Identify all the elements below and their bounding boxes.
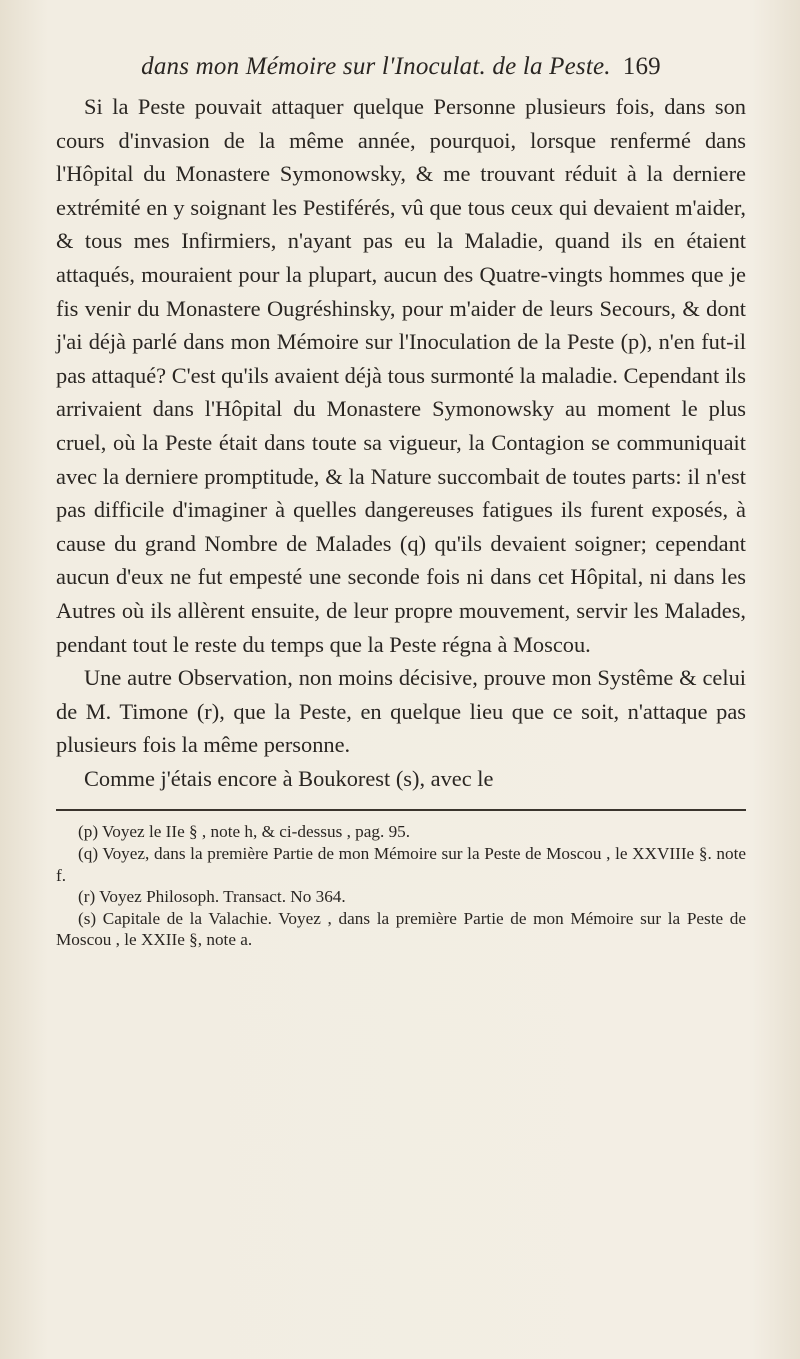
footnote-s: (s) Capitale de la Valachie. Voyez , dans la première Partie de mon Mémoire sur la Peste de Moscou , le XXIIe §, note a. bbox=[56, 908, 746, 950]
footnote-divider bbox=[56, 809, 746, 811]
footnote-p: (p) Voyez le IIe § , note h, & ci-dessus , pag. 95. bbox=[78, 822, 411, 842]
paragraph-2: Une autre Observation, non moins décisive, prouve mon Systême & celui de M. Timone (r), que la Peste, en quelque lieu que ce soit, n'attaque pas plusieurs fois la même personne. bbox=[56, 665, 746, 758]
footnote-r: (r) Voyez Philosoph. Transact. No 364. bbox=[78, 887, 346, 907]
running-head-title: dans mon Mémoire sur l'Inoculat. de la Peste. bbox=[141, 53, 611, 80]
footnotes bbox=[56, 821, 746, 951]
running-head bbox=[56, 52, 746, 82]
page-number: 169 bbox=[622, 53, 661, 80]
paragraph-3: Comme j'étais encore à Boukorest (s), avec le bbox=[84, 765, 494, 791]
main-text bbox=[56, 90, 746, 795]
footnote-q: (q) Voyez, dans la première Partie de mon Mémoire sur la Peste de Moscou , le XXVIIIe §. note f. bbox=[56, 844, 746, 885]
paragraph-1: Si la Peste pouvait attaquer quelque Personne plusieurs fois, dans son cours d'invasion de la même année, pourquoi, lorsque renfermé dans l'Hôpital du Monastere Symonowsky, & me trouvant réduit à la derniere extrémité en y soignant les Pestiférés, vû que tous ceux qui devaient m'aider, & tous mes Infirmiers, n'ayant pas eu la Maladie, quand ils en étaient attaqués, mouraient pour la plupart, aucun des Quatre-vingts hommes que je fis venir du Monastere Ougréshinsky, pour m'aider de leurs Secours, & dont j'ai déjà parlé dans mon Mémoire sur l'Inoculation de la Peste (p), n'en fut-il pas attaqué? C'est qu'ils avaient déjà tous surmonté la maladie. Cependant ils arrivaient dans l'Hôpital du Monastere Symonowsky au moment le plus cruel, où la Peste était dans toute sa vigueur, la Contagion se communiquait avec la derniere promptitude, & la Nature succombait de toutes parts: il n'est pas difficile d'imaginer à quelles dangereuses fatigues ils furent exposés, à cause du grand Nombre de Malades (q) qu'ils devaient soigner; cependant aucun d'eux ne fut empesté une seconde fois ni dans cet Hôpital, ni dans les Autres où ils allèrent ensuite, de leur propre mouvement, servir les Malades, pendant tout le reste du temps que la Peste régna à Moscou. bbox=[56, 94, 746, 657]
